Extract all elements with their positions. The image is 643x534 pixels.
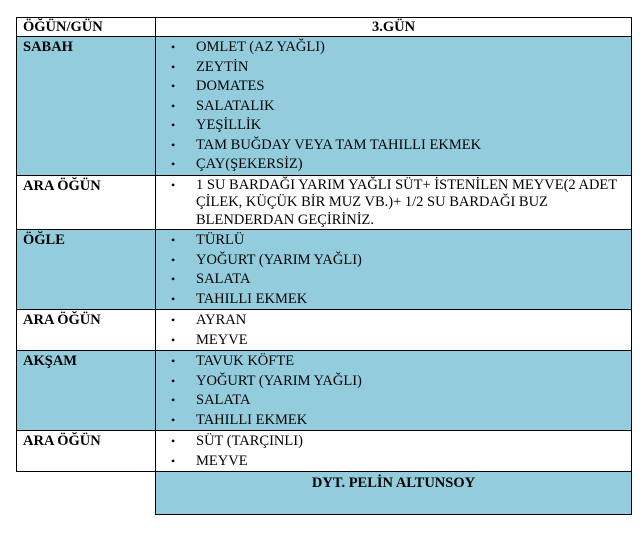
list-item [156,290,627,310]
meal-item-text: TAM BUĞDAY VEYA TAM TAHILLI EKMEK [196,136,482,153]
meal-label: ARA ÖĞÜN [17,310,156,351]
bullet-icon: • [171,252,176,267]
meal-row [17,431,632,472]
bullet-icon: • [171,118,176,132]
meal-item-text: YEŞİLLİK [196,117,262,133]
meal-item-list [156,351,631,430]
meal-label: ARA ÖĞÜN [17,175,156,230]
bullet-icon: • [171,434,176,448]
bullet-icon: • [171,354,176,368]
meal-item-text: ZEYTİN [196,58,249,75]
meal-item-text: TAHILLI EKMEK [196,411,308,428]
meal-item-list [156,230,631,309]
list-item [156,136,627,156]
meal-row [17,310,632,351]
meal-item-text: SALATA [196,392,251,408]
meal-item-text: SALATA [196,271,251,287]
bullet-icon: • [171,98,176,113]
meal-item-text: MEYVE [196,452,248,469]
list-item [156,452,627,472]
meal-item-text: ÇAY(ŞEKERSİZ) [196,156,303,172]
list-item [156,97,627,117]
bullet-icon: • [171,233,176,247]
meal-item-list [156,37,631,175]
bullet-icon: • [171,40,176,54]
list-item [156,311,627,331]
meal-item-text: SALATALIK [196,97,275,114]
list-item [156,58,627,78]
list-item [156,116,627,136]
meal-items-cell [156,230,632,310]
meal-item-text: MEYVE [196,331,248,348]
meal-item-text: TAHILLI EKMEK [196,290,308,307]
bullet-icon: • [171,79,176,93]
bullet-icon: • [171,313,176,327]
meal-label: SABAH [17,37,156,176]
meal-item-text: DOMATES [196,78,265,94]
meal-label: ARA ÖĞÜN [17,431,156,472]
meal-items-cell [156,431,632,472]
bullet-icon: • [171,393,176,407]
meal-item-list [156,310,631,350]
meal-items-cell [156,310,632,351]
bullet-icon: • [171,291,176,306]
bullet-icon: • [171,272,176,286]
list-item [156,231,627,251]
bullet-icon: • [171,177,176,192]
list-item [156,372,627,392]
meal-item-text: YOĞURT (YARIM YAĞLI) [196,251,362,268]
meal-item-text: TAVUK KÖFTE [196,353,295,369]
list-item [156,38,627,58]
meal-item-list [156,176,631,230]
day-column-header: 3.GÜN [156,18,632,37]
bullet-icon: • [171,373,176,388]
meal-items-cell [156,175,632,230]
meal-item-text: 1 SU BARDAĞI YARIM YAĞLI SÜT+ İSTENİLEN MEYVE(2 ADET ÇİLEK, KÜÇÜK BİR MUZ VB.)+ 1/2 SU BARDAĞI BUZ BLENDERDAN GEÇİRİNİZ. [196,176,617,228]
list-item [156,177,627,230]
meal-row [17,230,632,310]
table-header-row [17,18,632,37]
meal-row [17,175,632,230]
bullet-icon: • [171,453,176,468]
meal-row [17,351,632,431]
list-item [156,270,627,290]
bullet-icon: • [171,157,176,171]
bullet-icon: • [171,137,176,152]
signature-row [17,472,632,515]
meal-items-cell [156,37,632,176]
list-item [156,391,627,411]
meal-item-list [156,431,631,471]
list-item [156,432,627,452]
meal-item-text: OMLET (AZ YAĞLI) [196,39,325,55]
meal-row [17,37,632,176]
meal-item-text: SÜT (TARÇINLI) [196,433,303,449]
meal-item-text: YOĞURT (YARIM YAĞLI) [196,372,362,389]
bullet-icon: • [171,332,176,347]
meal-column-header: ÖĞÜN/GÜN [17,18,156,37]
list-item [156,411,627,431]
dietitian-signature: DYT. PELİN ALTUNSOY [156,472,632,515]
signature-empty-cell [17,472,156,515]
meal-rows [17,37,632,472]
bullet-icon: • [171,59,176,74]
list-item [156,251,627,271]
meal-label: AKŞAM [17,351,156,431]
meal-label: ÖĞLE [17,230,156,310]
list-item [156,352,627,372]
meal-item-text: TÜRLÜ [196,232,245,248]
list-item [156,77,627,97]
meal-item-text: AYRAN [196,312,247,328]
list-item [156,155,627,175]
list-item [156,331,627,351]
diet-plan-table [16,17,632,515]
meal-items-cell [156,351,632,431]
bullet-icon: • [171,412,176,427]
